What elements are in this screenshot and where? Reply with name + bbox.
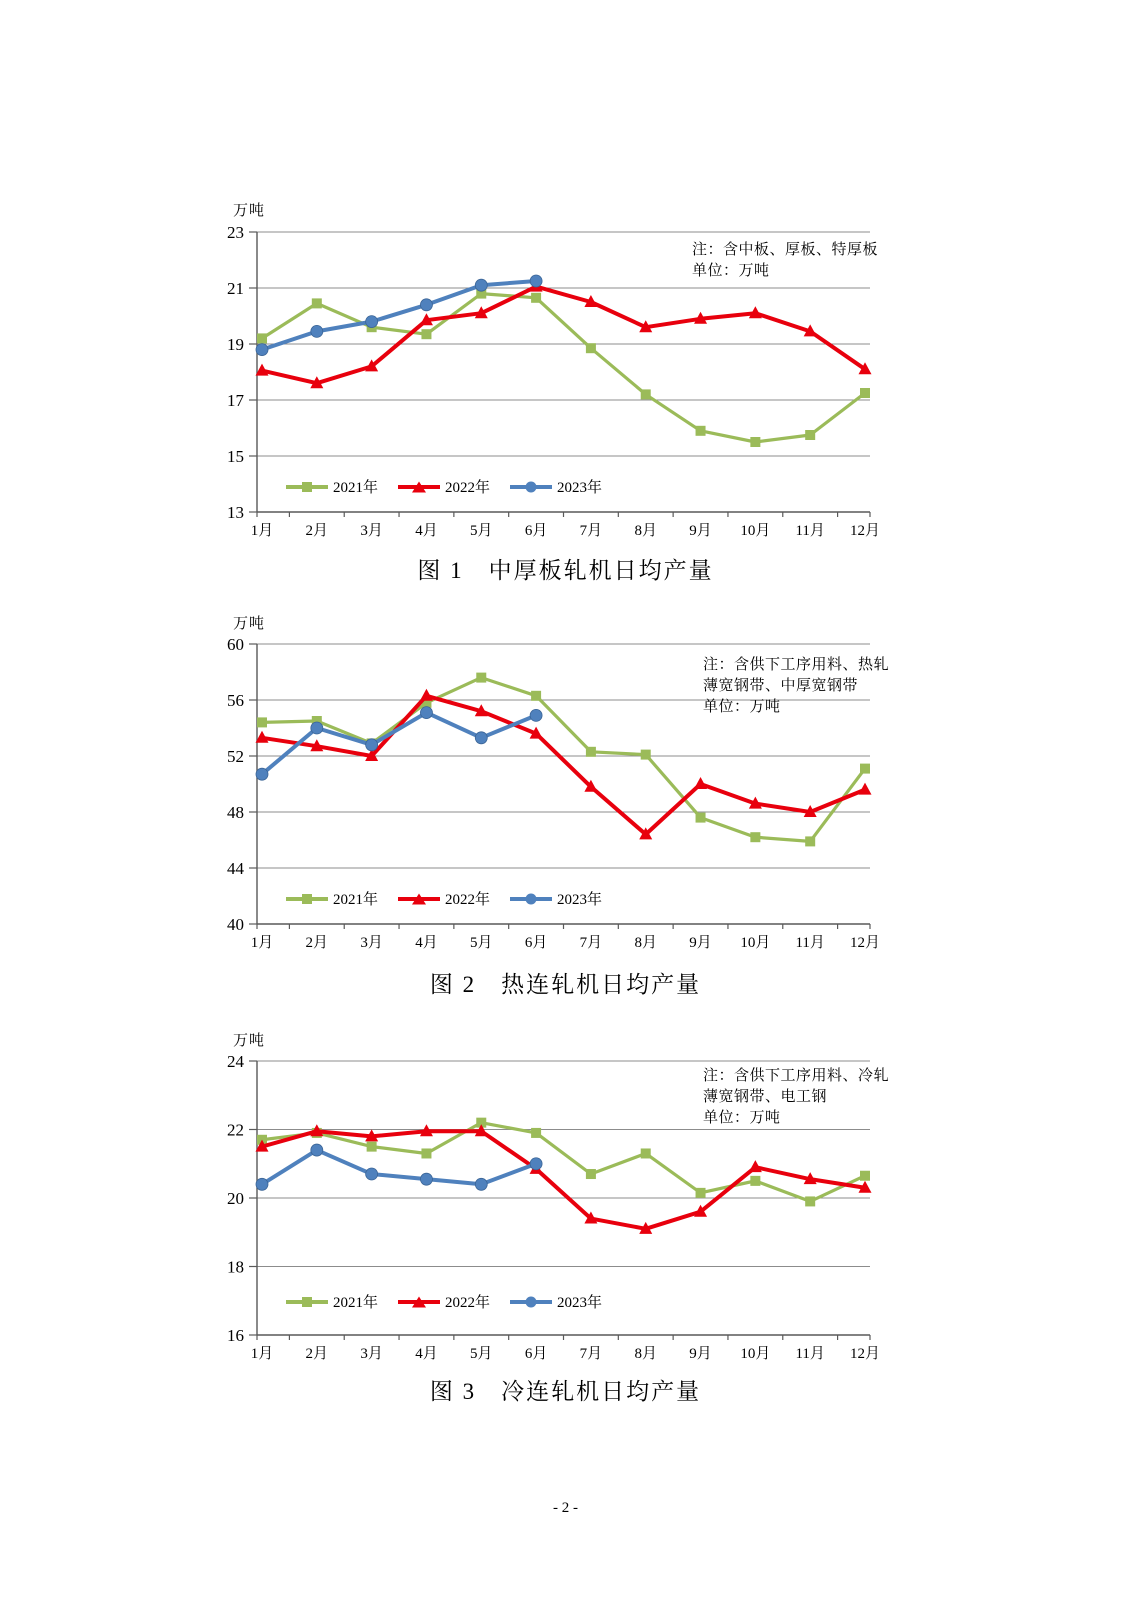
legend-item-2021 — [286, 1291, 378, 1312]
svg-text:7月: 7月 — [579, 523, 603, 539]
legend-line-2021 — [286, 1300, 328, 1304]
svg-text:5月: 5月 — [470, 935, 493, 951]
svg-text:6月: 6月 — [524, 935, 548, 951]
svg-text:21: 21 — [227, 279, 244, 298]
svg-text:1月: 1月 — [250, 523, 274, 539]
svg-text:5月: 5月 — [470, 1346, 493, 1362]
chart2-note-line3: 单位：万吨 — [703, 699, 781, 715]
chart3-legend — [286, 1291, 602, 1312]
svg-text:8月: 8月 — [634, 523, 657, 539]
chart2-note-line2: 薄宽钢带、中厚宽钢带 — [703, 678, 859, 694]
svg-text:19: 19 — [227, 335, 244, 354]
legend-item-2023 — [510, 1291, 602, 1312]
circle-marker-icon — [526, 1296, 537, 1307]
legend-label-2023: 2023年 — [557, 1295, 603, 1311]
chart1-title: 图 1 中厚板轧机日均产量 — [417, 558, 714, 583]
svg-text:2月: 2月 — [305, 523, 329, 539]
legend-label-2022: 2022年 — [445, 892, 491, 908]
legend-item-2022 — [398, 476, 490, 497]
legend-label-2021: 2021年 — [333, 480, 379, 496]
svg-text:7月: 7月 — [579, 935, 603, 951]
chart1-legend — [286, 476, 602, 497]
svg-text:5月: 5月 — [470, 523, 493, 539]
legend-item-2022 — [398, 888, 490, 909]
svg-text:3月: 3月 — [360, 935, 383, 951]
legend-label-2021: 2021年 — [333, 1295, 379, 1311]
svg-text:10月: 10月 — [740, 523, 771, 539]
legend-label-2022: 2022年 — [445, 480, 491, 496]
svg-text:9月: 9月 — [689, 523, 712, 539]
svg-text:40: 40 — [227, 915, 244, 934]
svg-text:17: 17 — [227, 391, 244, 410]
svg-text:16: 16 — [227, 1326, 244, 1345]
svg-text:2月: 2月 — [305, 1346, 329, 1362]
legend-item-2022 — [398, 1291, 490, 1312]
svg-text:4月: 4月 — [415, 1346, 438, 1362]
legend-line-2022 — [398, 897, 440, 901]
square-marker-icon — [302, 482, 312, 492]
legend-label-2022: 2022年 — [445, 1295, 491, 1311]
chart2-title: 图 2 热连轧机日均产量 — [429, 972, 702, 997]
svg-text:56: 56 — [227, 691, 244, 710]
svg-text:4月: 4月 — [415, 523, 438, 539]
legend-line-2023 — [510, 485, 552, 489]
svg-text:6月: 6月 — [524, 523, 548, 539]
svg-text:9月: 9月 — [689, 935, 712, 951]
circle-marker-icon — [526, 481, 537, 492]
svg-text:23: 23 — [227, 223, 244, 242]
svg-text:11月: 11月 — [795, 523, 825, 539]
chart3-note-line2: 薄宽钢带、电工钢 — [703, 1089, 828, 1105]
page-number: - 2 - — [553, 1500, 578, 1516]
chart3-note — [703, 1066, 889, 1129]
svg-text:60: 60 — [227, 635, 244, 654]
chart2-unit-label: 万吨 — [233, 616, 266, 632]
chart3-note-line3: 单位：万吨 — [703, 1110, 781, 1126]
svg-text:11月: 11月 — [795, 1346, 825, 1362]
svg-text:6月: 6月 — [524, 1346, 548, 1362]
svg-text:10月: 10月 — [740, 935, 771, 951]
svg-text:13: 13 — [227, 503, 244, 522]
chart1-note — [692, 240, 878, 282]
svg-text:2月: 2月 — [305, 935, 329, 951]
svg-text:8月: 8月 — [634, 1346, 657, 1362]
svg-text:15: 15 — [227, 447, 244, 466]
chart1-note-line2: 单位：万吨 — [692, 263, 770, 279]
svg-text:12月: 12月 — [849, 523, 881, 539]
chart1-unit-label: 万吨 — [233, 203, 266, 219]
chart3-note-line1: 注：含供下工序用料、冷轧 — [703, 1068, 890, 1084]
triangle-marker-icon — [412, 1296, 426, 1307]
legend-item-2023 — [510, 888, 602, 909]
chart3-unit-label: 万吨 — [233, 1033, 266, 1049]
svg-text:4月: 4月 — [415, 935, 438, 951]
legend-line-2023 — [510, 1300, 552, 1304]
chart2-note — [703, 655, 889, 718]
svg-text:12月: 12月 — [849, 1346, 881, 1362]
svg-text:11月: 11月 — [795, 935, 825, 951]
svg-text:1月: 1月 — [250, 1346, 274, 1362]
svg-text:1月: 1月 — [250, 935, 274, 951]
legend-line-2021 — [286, 897, 328, 901]
svg-text:12月: 12月 — [849, 935, 881, 951]
legend-label-2023: 2023年 — [557, 480, 603, 496]
svg-text:22: 22 — [227, 1120, 244, 1140]
svg-text:3月: 3月 — [360, 523, 383, 539]
legend-item-2023 — [510, 476, 602, 497]
chart2-note-line1: 注：含供下工序用料、热轧 — [703, 657, 890, 673]
svg-text:52: 52 — [227, 747, 244, 766]
circle-marker-icon — [526, 893, 537, 904]
svg-text:44: 44 — [227, 859, 244, 878]
svg-text:3月: 3月 — [360, 1346, 383, 1362]
square-marker-icon — [302, 894, 312, 904]
svg-text:7月: 7月 — [579, 1346, 603, 1362]
chart1-note-line1: 注：含中板、厚板、特厚板 — [692, 242, 879, 258]
square-marker-icon — [302, 1297, 312, 1307]
triangle-marker-icon — [412, 893, 426, 904]
legend-line-2022 — [398, 485, 440, 489]
legend-line-2023 — [510, 897, 552, 901]
triangle-marker-icon — [412, 481, 426, 492]
legend-item-2021 — [286, 888, 378, 909]
svg-text:10月: 10月 — [740, 1346, 771, 1362]
svg-text:20: 20 — [227, 1189, 244, 1208]
chart3-title: 图 3 冷连轧机日均产量 — [429, 1379, 702, 1404]
legend-item-2021 — [286, 476, 378, 497]
legend-line-2021 — [286, 485, 328, 489]
chart2-legend — [286, 888, 602, 909]
svg-text:48: 48 — [227, 803, 244, 822]
legend-line-2022 — [398, 1300, 440, 1304]
svg-text:9月: 9月 — [689, 1346, 712, 1362]
svg-text:8月: 8月 — [634, 935, 657, 951]
legend-label-2023: 2023年 — [557, 892, 603, 908]
svg-text:18: 18 — [227, 1257, 244, 1277]
svg-text:24: 24 — [227, 1052, 244, 1071]
legend-label-2021: 2021年 — [333, 892, 379, 908]
